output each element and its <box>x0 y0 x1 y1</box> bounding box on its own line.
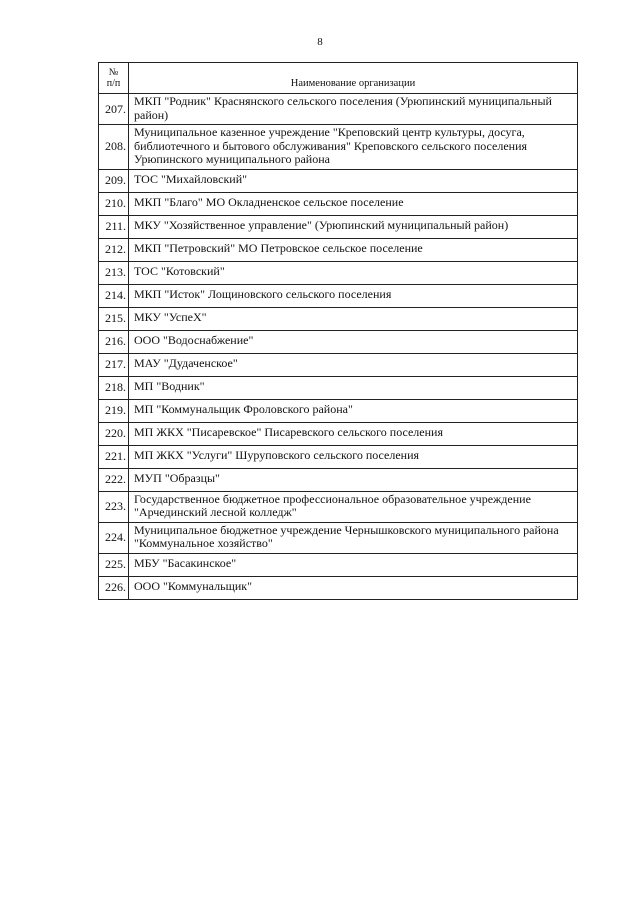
header-number-column <box>99 63 129 94</box>
organization-name: МКП "Родник" Краснянского сельского поселения (Урюпинский муниципальный район) <box>129 94 578 125</box>
row-number: 217. <box>99 353 129 376</box>
organization-name: МАУ "Дудаченское" <box>129 353 578 376</box>
row-number: 225. <box>99 553 129 576</box>
organization-name: МУП "Образцы" <box>129 468 578 491</box>
organization-name: ТОС "Михайловский" <box>129 169 578 192</box>
row-number: 207. <box>99 94 129 125</box>
table-row <box>99 576 578 599</box>
organization-name: Государственное бюджетное профессиональное образовательное учреждение "Арчединский лесной колледж" <box>129 491 578 522</box>
organization-name: Муниципальное бюджетное учреждение Чернышковского муниципального района "Коммунальное хозяйство" <box>129 522 578 553</box>
row-number: 215. <box>99 307 129 330</box>
organizations-table <box>98 62 578 600</box>
organization-name: МКП "Благо" МО Окладненское сельское поселение <box>129 192 578 215</box>
row-number: 220. <box>99 422 129 445</box>
table-row <box>99 491 578 522</box>
row-number: 212. <box>99 238 129 261</box>
organization-name: МБУ "Басакинское" <box>129 553 578 576</box>
row-number: 209. <box>99 169 129 192</box>
row-number: 214. <box>99 284 129 307</box>
row-number: 218. <box>99 376 129 399</box>
table-row <box>99 169 578 192</box>
table-row <box>99 94 578 125</box>
table-row <box>99 125 578 170</box>
table-row <box>99 376 578 399</box>
table-row <box>99 284 578 307</box>
organization-name: МП ЖКХ "Писаревское" Писаревского сельского поселения <box>129 422 578 445</box>
organization-name: ООО "Водоснабжение" <box>129 330 578 353</box>
table-row <box>99 553 578 576</box>
organization-name: МП "Коммунальщик Фроловского района" <box>129 399 578 422</box>
table-row <box>99 215 578 238</box>
organization-name: МП ЖКХ "Услуги" Шуруповского сельского поселения <box>129 445 578 468</box>
organization-name: МКУ "Хозяйственное управление" (Урюпинский муниципальный район) <box>129 215 578 238</box>
table-row <box>99 422 578 445</box>
organization-name: ТОС "Котовский" <box>129 261 578 284</box>
organization-name: МКП "Исток" Лощиновского сельского поселения <box>129 284 578 307</box>
table-header-row <box>99 63 578 94</box>
row-number: 224. <box>99 522 129 553</box>
row-number: 208. <box>99 125 129 170</box>
row-number: 226. <box>99 576 129 599</box>
row-number: 210. <box>99 192 129 215</box>
table-row <box>99 468 578 491</box>
row-number: 223. <box>99 491 129 522</box>
organization-name: Муниципальное казенное учреждение "Креповский центр культуры, досуга, библиотечного и бытового обслуживания" Креповского сельского поселения Урюпинского муниципального района <box>129 125 578 170</box>
table-row <box>99 238 578 261</box>
row-number: 219. <box>99 399 129 422</box>
page-number: 8 <box>317 36 323 48</box>
table-row <box>99 261 578 284</box>
row-number: 213. <box>99 261 129 284</box>
table-row <box>99 445 578 468</box>
organization-name: МКУ "УспеХ" <box>129 307 578 330</box>
header-number-abbr: п/п <box>106 78 121 89</box>
table-row <box>99 330 578 353</box>
row-number: 221. <box>99 445 129 468</box>
row-number: 211. <box>99 215 129 238</box>
table-row <box>99 192 578 215</box>
header-name-column: Наименование организации <box>129 63 578 94</box>
header-number-symbol: № <box>108 67 119 78</box>
table-row <box>99 522 578 553</box>
organization-name: ООО "Коммунальщик" <box>129 576 578 599</box>
row-number: 216. <box>99 330 129 353</box>
row-number: 222. <box>99 468 129 491</box>
organization-name: МП "Водник" <box>129 376 578 399</box>
organization-name: МКП "Петровский" МО Петровское сельское поселение <box>129 238 578 261</box>
table-row <box>99 399 578 422</box>
table-row <box>99 307 578 330</box>
table-row <box>99 353 578 376</box>
